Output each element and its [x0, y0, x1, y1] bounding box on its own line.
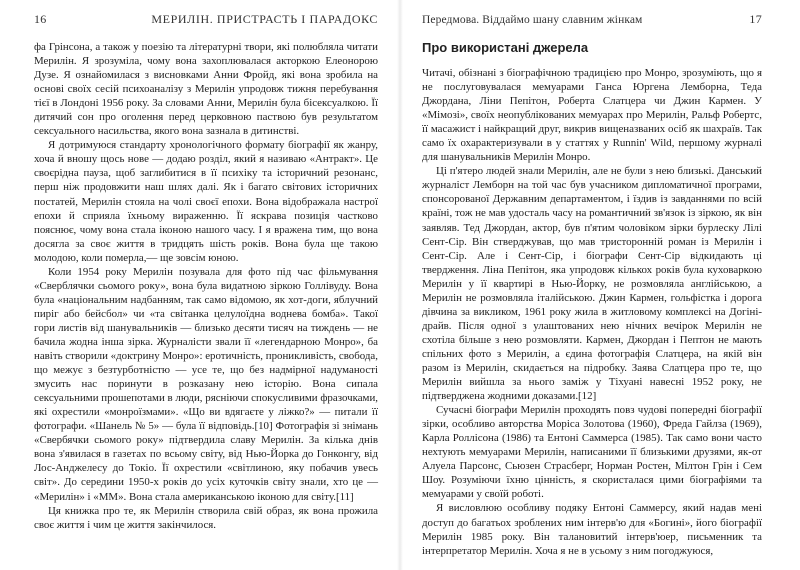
page-number: 17	[749, 12, 762, 26]
section-title: Про використані джерела	[422, 40, 589, 55]
paragraph: Ці п'ятеро людей знали Мерилін, але не були з нею близькі. Данський журналіст Лемборн на той час був учасником дипломатичної програми, спонсорованої Державним департаментом, і їздив із завданнями по всій країні, тож не мав удосталь часу на романтичний зв'язок із зіркою, як він заявляв. Тед Джордан, актор, був п'ятим чоловіком зірки бурлеску Лілі Сент-Сір. Він стверджував, що мав тристоронній роман із Мерилін і Сент-Сір. Але і Сент-Сір, і біографи Сент-Сір відкидають ці твердження. Ліна Пепітон, яка упродовж кількох років була куховаркою Мерилін у її квартирі в Нью-Йорку, не розмовляла англійською, а Мерилін не розмовляла італійською. Джин Кармен, гольфістка і дорога дівчина за викликом, 1961 року жила в житловому комплексі на Догіні-драйв. Після одної з улаштованих нею нічних вечірок Мерилін не схотіла більше з нею розмовляти. Кармен, Джордан і Пептон не мають спільних фото з Мерилін, а єдина фотографія Слатцера, на якій він разом із Мерилін, скидається на підробку. Заява Слатцера про те, що Мерилін вийшла за нього заміж у Тіхуані навесні 1952 року, не підтверджена жодними доказами.[12]	[422, 165, 762, 403]
paragraph: Я дотримуюся стандарту хронологічного формату біографії як жанру, хоча й вношу щось нове — додаю розділ, який я називаю «Антракт». Це своєрідна пауза, щоб заглибитися в її психіку та історичний резонанс, перш ніж продовжити наш шлях далі. Як і багато світових історичних постатей, Мерилін стояла на чолі своєї епохи. Вона відображала настрої епохи й сприяла їхньому вираженню. Її яскрава позиція частково пояснює, чому вона стала іконою нашого часу. І я вражена тим, що вона досягла за своє життя в тридцять шість років. Вона була ще такою молодою, коли померла,— ще зовсім юною.	[34, 139, 378, 264]
left-page-body	[34, 40, 378, 532]
page-number: 16	[34, 12, 47, 26]
paragraph: Читачі, обізнані з біографічною традицією про Монро, зрозуміють, що я не послуговувалася мемуарами Ганса Юргена Лемборна, Теда Джордана, Ліни Пепітон, Роберта Слатцера чи Джин Кармен. У «Мімозі», своїх неопублікованих мемуарах про Мерилін, Ральф Робертс, її масажист і найкращий друг, викрив вищеназваних осіб як шахраїв. Так само їх охарактеризували в у статтях у Runnin' Wild, першому журналі для шанувальників Мерилін Монро.	[422, 67, 762, 164]
running-head: Передмова. Віддаймо шану славним жінкам	[422, 14, 643, 26]
right-page	[400, 0, 800, 570]
paragraph: Я висловлюю особливу подяку Ентоні Саммерсу, який надав мені доступ до багатьох зроблених ним інтерв'ю для «Богині», його біографії Мерилін 1985 року. Він талановитий інтерв'юер, письменник та інтерпретатор Мерилін. Хоча я не в усьому з ним погоджуюся,	[422, 502, 762, 557]
left-page-header	[34, 12, 378, 30]
running-head: МЕРИЛІН. ПРИСТРАСТЬ І ПАРАДОКС	[151, 12, 378, 26]
paragraph: Коли 1954 року Мерилін позувала для фото під час фільмування «Сверблячки сьомого року», вона була видатною зіркою Голлівуду. Вона була «національним надбанням, так само відомою, як хот-доги, яблучний пиріг або бейсбол» чи «та світанка целулоїдна воднева бомба». Такої гори листів від шанувальників — близько десяти тисяч на тиждень — не бачила жодна інша зірка. Журналісти звали її «легендарною Монро», ба навіть створили «доктрину Монро»: еротичність, проникливість, свобода, що межує з безтурботністю — усе те, що без надмірної надуманості змусить нас поринути в розказану нею історію. Вона сипала сексуальними прошепотами в люди, рясніючи спокусливими фразочками, які охрестили «монроїзмами». «Що ви вдягаєте у ліжко?» — питали її фотографи. «Шанель № 5» — була її відповідь.[10] Фотографія зі знімань «Свербячки сьомого року» підтвердила славу Мерилін. За кілька днів вона з'явилася в газетах по всьому світу, від Нью-Йорка до Гонконгу, від Лос-Анджелесу до Токіо. Її охрестили «світлиною, яку побачив увесь світ». До середини 1950-х років до усіх куточків світу знали, хто це — «Мерилін» і «ММ». Вона стала американською іконою для світу.[11]	[34, 265, 378, 503]
paragraph: фа Грінсона, а також у поезію та літературні твори, які полюбляла читати Мерилін. Я зрозуміла, чому вона захоплювалася акторкою Елеонорою Дузе. Я ознайомилася з висновками Анни Фройд, які вона зробила на основі своїх сесій психоаналізу з Мерилін упродовж тижня перебування тієї в Лондоні 1956 року. За словами Анни, Мерилін була бісексуалкою. Її дитячий сон про оголення перед церковною паствою був результатом сексуального насильства, якого вона зазнала в дитинстві.	[34, 41, 378, 138]
paragraph: Сучасні біографи Мерилін проходять повз чудові попередні біографії зірки, особливо авторства Моріса Золотова (1960), Фреда Гайлза (1969), Карла Роллісона (1986) та Ентоні Саммерса (1985). Так само вони часто нехтують мемуарами Мерилін, написаними її близькими друзями, як-от Алуела Парсонс, Сьюзен Страсберг, Норман Ростен, Мілтон Грін і Сем Шоу. Розуміючи їхню цінність, я скористалася цими біографіями та мемуарами у своїй роботі.	[422, 404, 762, 501]
paragraph: Ця книжка про те, як Мерилін створила свій образ, як вона прожила своє життя і чим це життя закінчилося.	[34, 504, 378, 531]
right-page-body	[422, 66, 762, 558]
right-page-header	[422, 12, 762, 30]
